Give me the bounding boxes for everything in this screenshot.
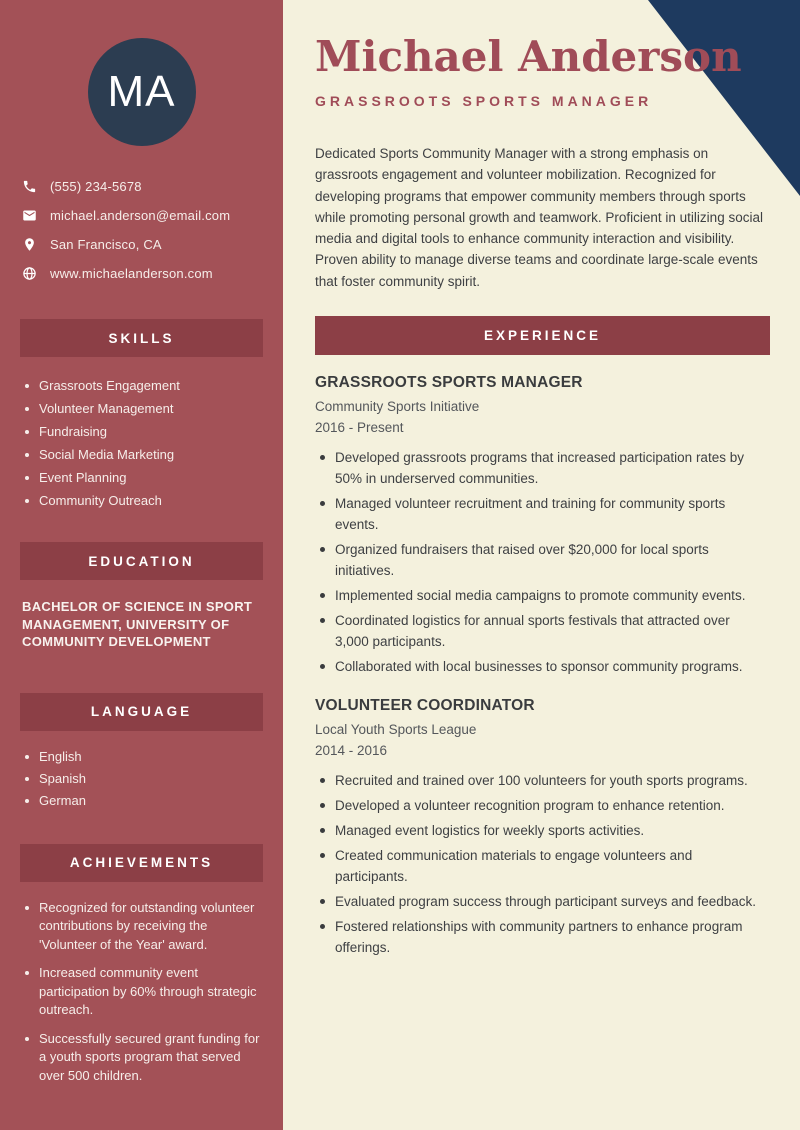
website-url: www.michaelanderson.com — [50, 265, 213, 281]
skills-list — [25, 378, 283, 509]
avatar-initials: MA — [107, 67, 176, 116]
experience-header-label: EXPERIENCE — [483, 328, 602, 344]
email-address: michael.anderson@email.com — [50, 207, 231, 223]
job-bullet: Fostered relationships with community partners to enhance program offerings. — [315, 916, 767, 958]
language-header — [20, 693, 263, 731]
achievement-item: Successfully secured grant funding for a youth sports program that served over 500 children. — [25, 1030, 265, 1086]
job-title: VOLUNTEER COORDINATOR — [315, 697, 535, 715]
achievements-header — [20, 844, 263, 882]
job-title: GRASSROOTS SPORTS MANAGER — [315, 374, 583, 392]
main-content — [283, 0, 800, 1130]
page-title: Michael Anderson — [315, 32, 742, 81]
job-company: Local Youth Sports League — [315, 722, 477, 738]
location-icon — [22, 237, 37, 252]
education-degree: BACHELOR OF SCIENCE IN SPORT MANAGEMENT, UNIVERSITY OF COMMUNITY DEVELOPMENT — [22, 599, 253, 649]
job-dates: 2014 - 2016 — [315, 743, 388, 759]
skill-item: Social Media Marketing — [25, 447, 283, 463]
language-item: Spanish — [25, 771, 283, 787]
job-bullet: Organized fundraisers that raised over $20,000 for local sports initiatives. — [315, 539, 767, 581]
skill-item: Volunteer Management — [25, 401, 283, 417]
contact-phone — [22, 178, 283, 194]
avatar — [88, 38, 196, 146]
location-text: San Francisco, CA — [50, 236, 162, 252]
job-bullet: Managed volunteer recruitment and training for community sports events. — [315, 493, 767, 535]
language-list — [25, 749, 283, 809]
skill-item: Grassroots Engagement — [25, 378, 283, 394]
email-icon — [22, 208, 37, 223]
education-header — [20, 542, 263, 580]
experience-entry — [315, 697, 770, 958]
skill-item: Fundraising — [25, 424, 283, 440]
language-item: English — [25, 749, 283, 765]
job-bullet-list — [315, 770, 767, 958]
sidebar — [0, 0, 283, 1130]
phone-number: (555) 234-5678 — [50, 178, 142, 194]
language-item: German — [25, 793, 283, 809]
job-bullet: Managed event logistics for weekly sports activities. — [315, 820, 767, 841]
language-header-label: LANGUAGE — [90, 704, 193, 719]
contact-email — [22, 207, 283, 223]
job-bullet: Implemented social media campaigns to promote community events. — [315, 585, 767, 606]
job-dates: 2016 - Present — [315, 420, 404, 436]
achievement-item: Increased community event participation by 60% through strategic outreach. — [25, 964, 265, 1020]
contact-website — [22, 265, 283, 281]
job-bullet: Collaborated with local businesses to sponsor community programs. — [315, 656, 767, 677]
contact-section — [22, 178, 283, 281]
achievement-item: Recognized for outstanding volunteer contributions by receiving the 'Volunteer of the Year' award. — [25, 899, 265, 955]
education-header-label: EDUCATION — [88, 553, 195, 569]
phone-icon — [22, 179, 37, 194]
globe-icon — [22, 266, 37, 281]
job-bullet-list — [315, 447, 767, 677]
skills-header — [20, 319, 263, 357]
job-company: Community Sports Initiative — [315, 399, 480, 415]
profile-summary: Dedicated Sports Community Manager with a strong emphasis on grassroots engagement and volunteer mobilization. Recognized for developing programs that empower community members through sports while promoting personal growth and teamwork. Proficient in utilizing social media and digital tools to enhance community interaction and visibility. Proven ability to manage diverse teams and coordinate large-scale events that foster community spirit. — [315, 146, 763, 289]
job-bullet: Recruited and trained over 100 volunteers for youth sports programs. — [315, 770, 767, 791]
contact-location — [22, 236, 283, 252]
experience-entry — [315, 374, 770, 677]
experience-header — [315, 316, 770, 355]
achievements-list — [25, 899, 265, 1086]
job-bullet: Developed a volunteer recognition program to enhance retention. — [315, 795, 767, 816]
job-bullet: Developed grassroots programs that increased participation rates by 50% in underserved communities. — [315, 447, 767, 489]
skill-item: Community Outreach — [25, 493, 283, 509]
achievements-header-label: ACHIEVEMENTS — [69, 855, 214, 870]
job-bullet: Created communication materials to engage volunteers and participants. — [315, 845, 767, 887]
job-role-subtitle: GRASSROOTS SPORTS MANAGER — [315, 93, 653, 109]
skill-item: Event Planning — [25, 470, 283, 486]
job-bullet: Coordinated logistics for annual sports festivals that attracted over 3,000 participants. — [315, 610, 767, 652]
job-bullet: Evaluated program success through participant surveys and feedback. — [315, 891, 767, 912]
skills-header-label: SKILLS — [108, 330, 175, 346]
